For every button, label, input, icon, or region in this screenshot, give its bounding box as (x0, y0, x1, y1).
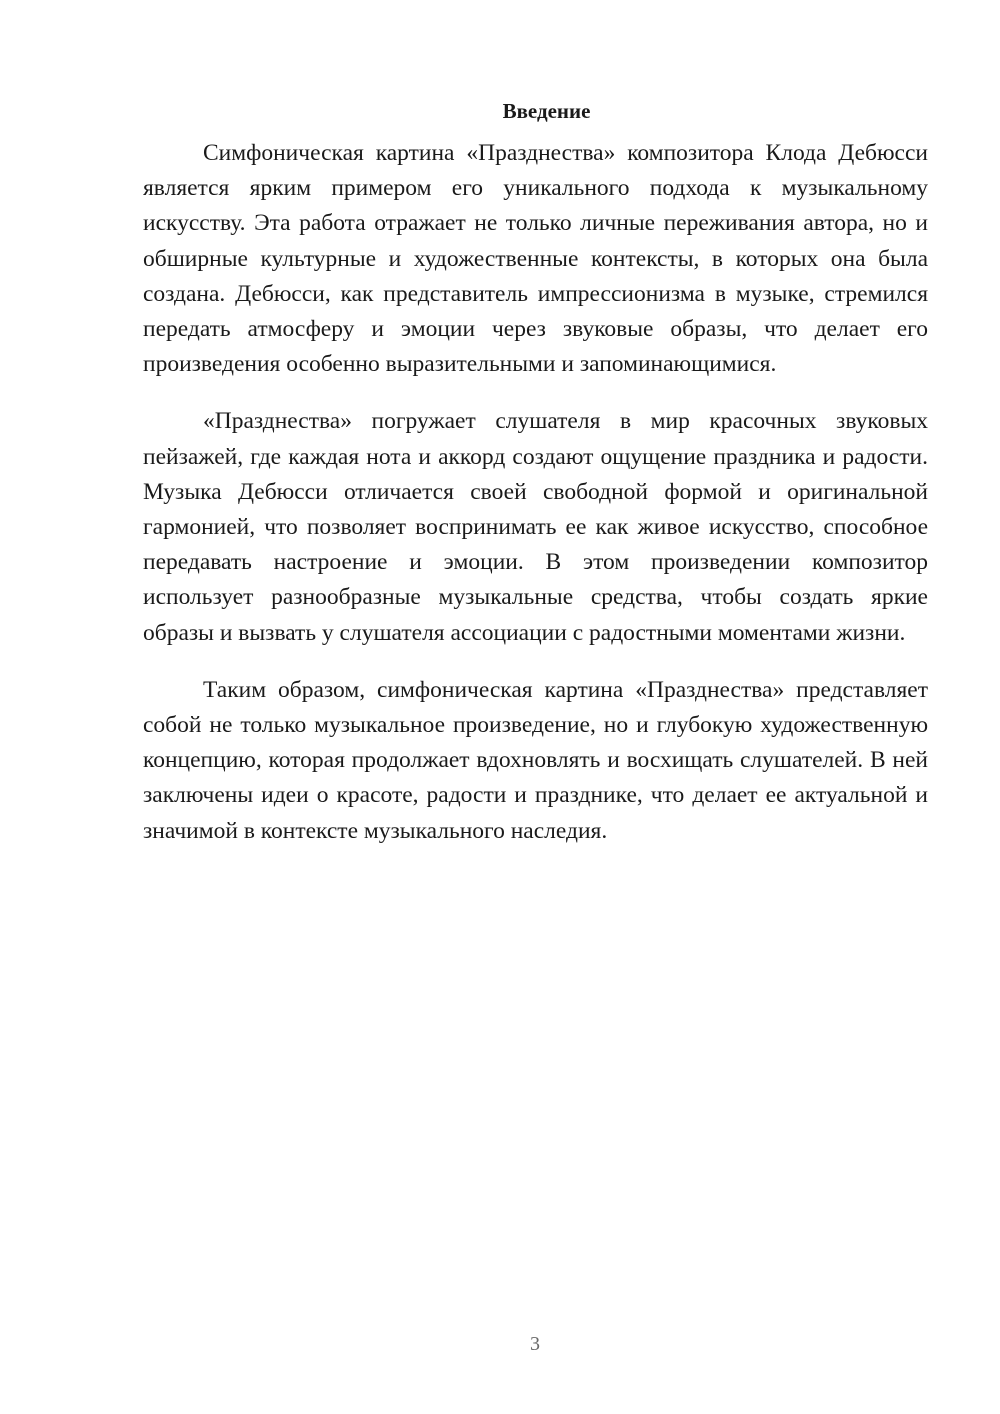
page-number: 3 (530, 1333, 540, 1355)
paragraph: «Празднества» погружает слушателя в мир красочных звуковых пейзажей, где каждая нота и аккорд создают ощущение праздника и радости. Музыка Дебюсси отличается своей свободной формой и оригинальной гармонией, что позволяет воспринимать ее как живое искусство, способное передавать настроение и эмоции. В этом произведении композитор использует разнообразные музыкальные средства, чтобы создать яркие образы и вызвать у слушателя ассоциации с радостными моментами жизни. (143, 408, 928, 646)
section-heading: Введение (502, 99, 591, 123)
paragraph: Таким образом, симфоническая картина «Празднества» представляет собой не только музыкальное произведение, но и глубокую художественную концепцию, которая продолжает вдохновлять и восхищать слушателей. В ней заключены идеи о красоте, радости и празднике, что делает ее актуальной и значимой в контексте музыкального наследия. (143, 676, 928, 844)
paragraph: Симфоническая картина «Празднества» композитора Клода Дебюсси является ярким примером его уникального подхода к музыкальному искусству. Эта работа отражает не только личные переживания автора, но и обширные культурные и художественные контексты, в которых она была создана. Дебюсси, как представитель импрессионизма в музыке, стремился передать атмосферу и эмоции через звуковые образы, что делает его произведения особенно выразительными и запоминающимися. (143, 140, 928, 378)
page-content (143, 96, 928, 871)
